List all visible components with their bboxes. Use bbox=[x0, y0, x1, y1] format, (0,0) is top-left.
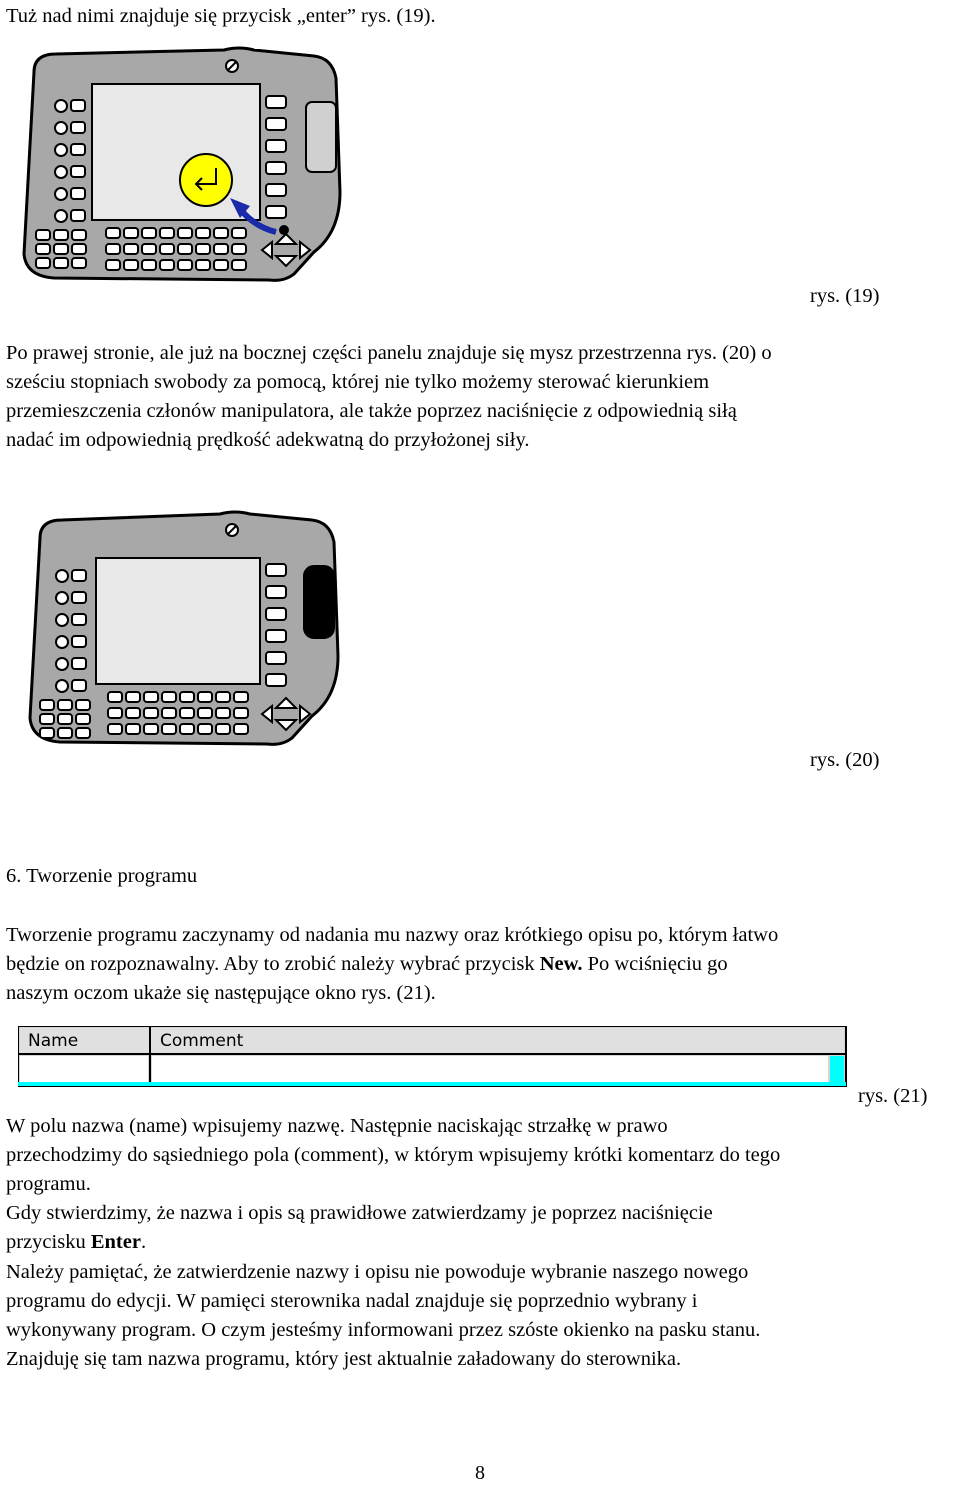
page-number: 8 bbox=[475, 1462, 485, 1484]
new-program-table bbox=[18, 1026, 848, 1088]
enter-key-highlight bbox=[180, 154, 232, 206]
screen bbox=[92, 84, 260, 220]
column-header-name: Name bbox=[28, 1031, 79, 1051]
comment-input[interactable] bbox=[153, 1057, 827, 1081]
pendant-figure-20 bbox=[20, 506, 340, 756]
intro-line: Tuż nad nimi znajduje się przycisk „enter” rys. (19). bbox=[6, 5, 436, 27]
column-header-comment: Comment bbox=[160, 1031, 244, 1051]
screen bbox=[96, 558, 260, 684]
figure-20-caption: rys. (20) bbox=[810, 749, 880, 771]
space-mouse-icon bbox=[304, 566, 334, 638]
figure-19-caption: rys. (19) bbox=[810, 285, 880, 307]
name-input[interactable] bbox=[21, 1057, 149, 1081]
figure-21-caption: rys. (21) bbox=[858, 1085, 928, 1107]
side-tab bbox=[306, 102, 336, 172]
section-heading: 6. Tworzenie programu bbox=[6, 865, 198, 887]
pendant-figure-19 bbox=[14, 42, 344, 292]
